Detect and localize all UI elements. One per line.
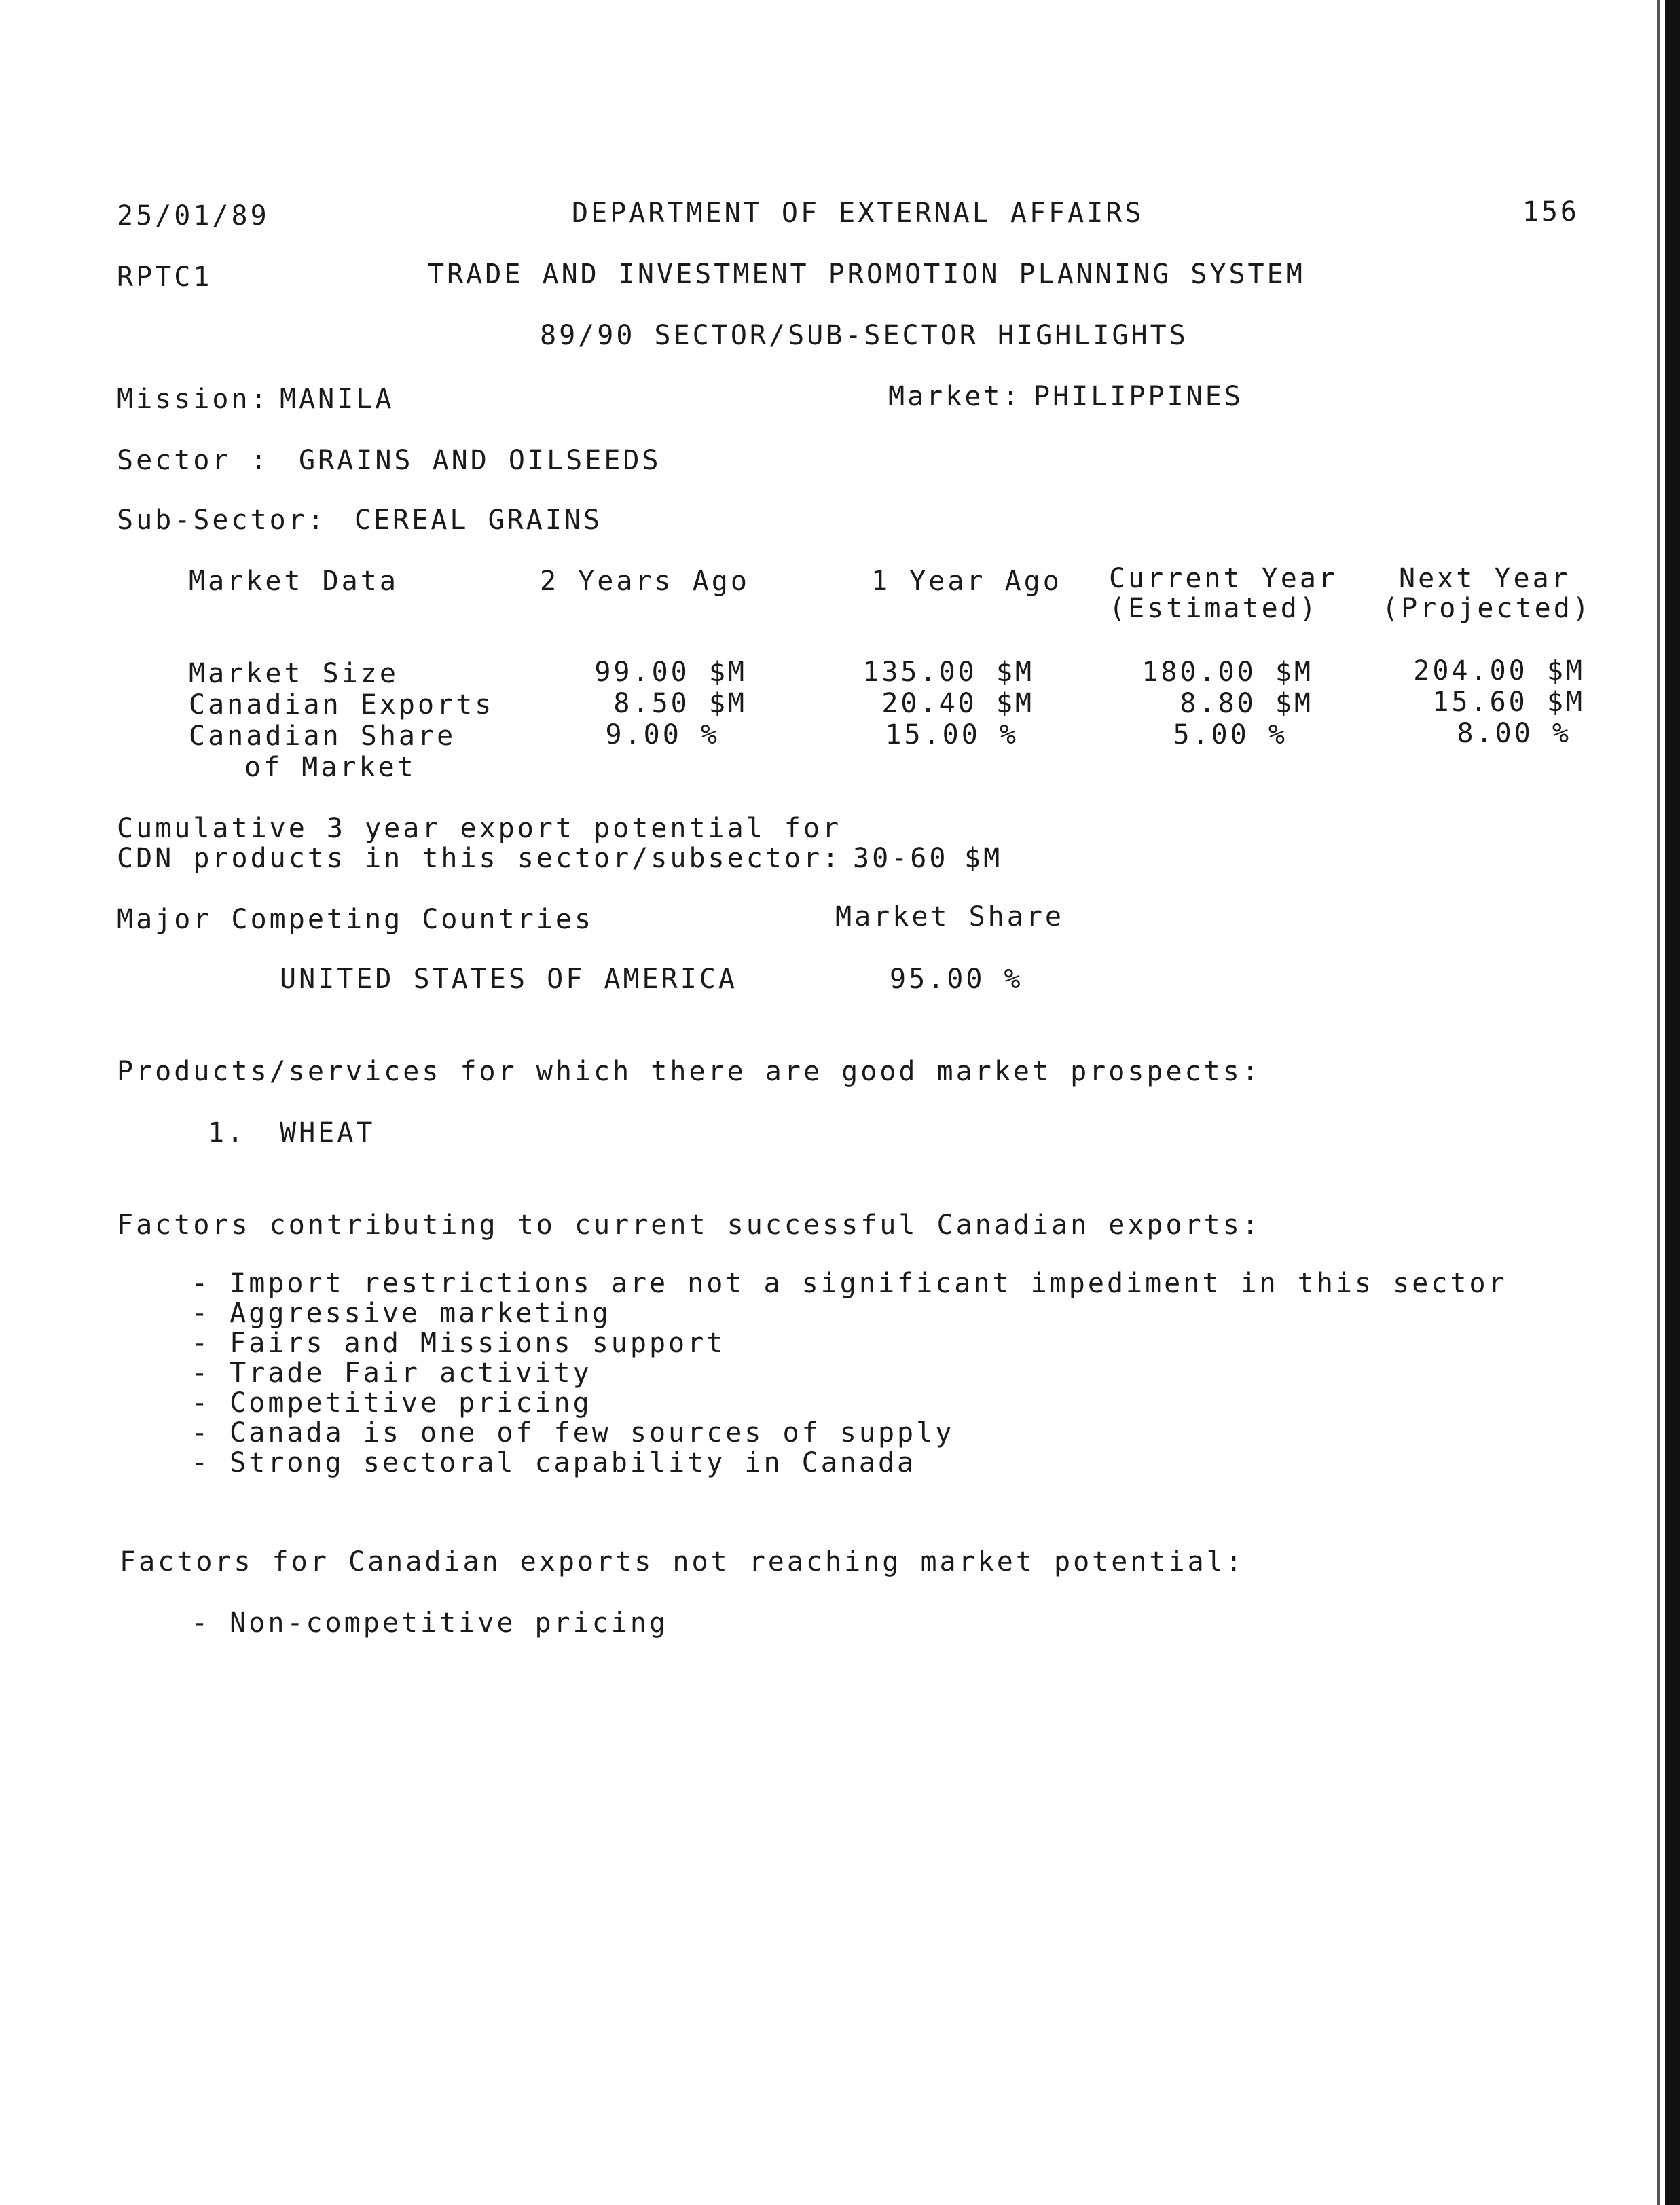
subsector-value: CEREAL GRAINS [354, 505, 603, 536]
col-two-years-ago: 2 Years Ago [540, 566, 750, 597]
row-value-current-year: 180.00 $M [1142, 657, 1313, 688]
list-item: - Import restrictions are not a significant impediment in this sector [191, 1268, 1508, 1299]
market-value: PHILIPPINES [1034, 381, 1243, 412]
list-item: - Strong sectoral capability in Canada [191, 1447, 917, 1478]
col-one-year-ago: 1 Year Ago [871, 566, 1062, 597]
mission-label: Mission: [117, 384, 270, 415]
list-item: - Canada is one of few sources of supply [191, 1417, 955, 1448]
sector-value: GRAINS AND OILSEEDS [299, 445, 661, 476]
col-next-year-note: (Projected) [1382, 593, 1592, 624]
row-value-current-year: 5.00 % [1173, 719, 1288, 750]
row-label: Canadian Exports [189, 689, 494, 721]
list-item: - Competitive pricing [191, 1387, 592, 1419]
row-value-current-year: 8.80 $M [1180, 688, 1313, 719]
row-value-two-years-ago: 8.50 $M [613, 688, 747, 719]
row-value-one-year-ago: 135.00 $M [862, 657, 1034, 688]
success-factors-heading: Factors contributing to current successful Canadian exports: [117, 1209, 1261, 1241]
report-code: RPTC1 [117, 261, 213, 293]
row-value-next-year: 15.60 $M [1432, 687, 1585, 718]
potential-value: 30-60 [853, 843, 949, 874]
potential-line1: Cumulative 3 year export potential for [117, 813, 842, 844]
row-value-next-year: 204.00 $M [1413, 655, 1585, 687]
department-name: DEPARTMENT OF EXTERNAL AFFAIRS [572, 198, 1144, 229]
system-name: TRADE AND INVESTMENT PROMOTION PLANNING SYSTEM [428, 259, 1305, 290]
prospects-heading: Products/services for which there are good market prospects: [117, 1056, 1261, 1087]
row-value-next-year: 8.00 % [1457, 718, 1571, 749]
mission-value: MANILA [280, 384, 395, 415]
prospect-text: WHEAT [280, 1117, 376, 1148]
row-value-one-year-ago: 20.40 $M [881, 688, 1034, 719]
row-value-two-years-ago: 9.00 % [605, 719, 720, 750]
competitors-label: Major Competing Countries [117, 904, 594, 935]
report-title: 89/90 SECTOR/SUB-SECTOR HIGHLIGHTS [540, 320, 1188, 351]
col-current-year-note: (Estimated) [1109, 593, 1319, 624]
subsector-label: Sub-Sector: [117, 505, 327, 536]
shortfall-factors-heading: Factors for Canadian exports not reaching market potential: [120, 1546, 1245, 1578]
row-label-continued: of Market [244, 752, 416, 783]
sector-label: Sector : [117, 445, 270, 476]
row-value-one-year-ago: 15.00 % [885, 719, 1019, 750]
list-item: - Fairs and Missions support [191, 1328, 726, 1359]
list-item: - Aggressive marketing [191, 1298, 611, 1329]
list-item: - Non-competitive pricing [191, 1607, 669, 1639]
competitor-share: 95.00 % [890, 964, 1023, 995]
prospect-number: 1. [208, 1117, 246, 1148]
list-item: - Trade Fair activity [191, 1357, 592, 1389]
row-label: Market Size [189, 658, 399, 689]
scan-edge-border [1665, 0, 1680, 2205]
scan-edge-line [1657, 0, 1660, 2205]
potential-line2: CDN products in this sector/subsector: [117, 843, 842, 874]
row-label: Canadian Share [189, 721, 456, 752]
competitor-country: UNITED STATES OF AMERICA [280, 964, 737, 995]
col-current-year: Current Year [1109, 563, 1338, 594]
col-next-year: Next Year [1399, 563, 1571, 594]
market-data-header: Market Data [189, 566, 399, 597]
row-value-two-years-ago: 99.00 $M [594, 657, 747, 688]
page-number: 156 [1522, 196, 1579, 227]
market-share-label: Market Share [835, 901, 1064, 932]
market-label: Market: [888, 381, 1022, 412]
report-date: 25/01/89 [117, 200, 270, 232]
potential-unit: $M [964, 843, 1003, 874]
